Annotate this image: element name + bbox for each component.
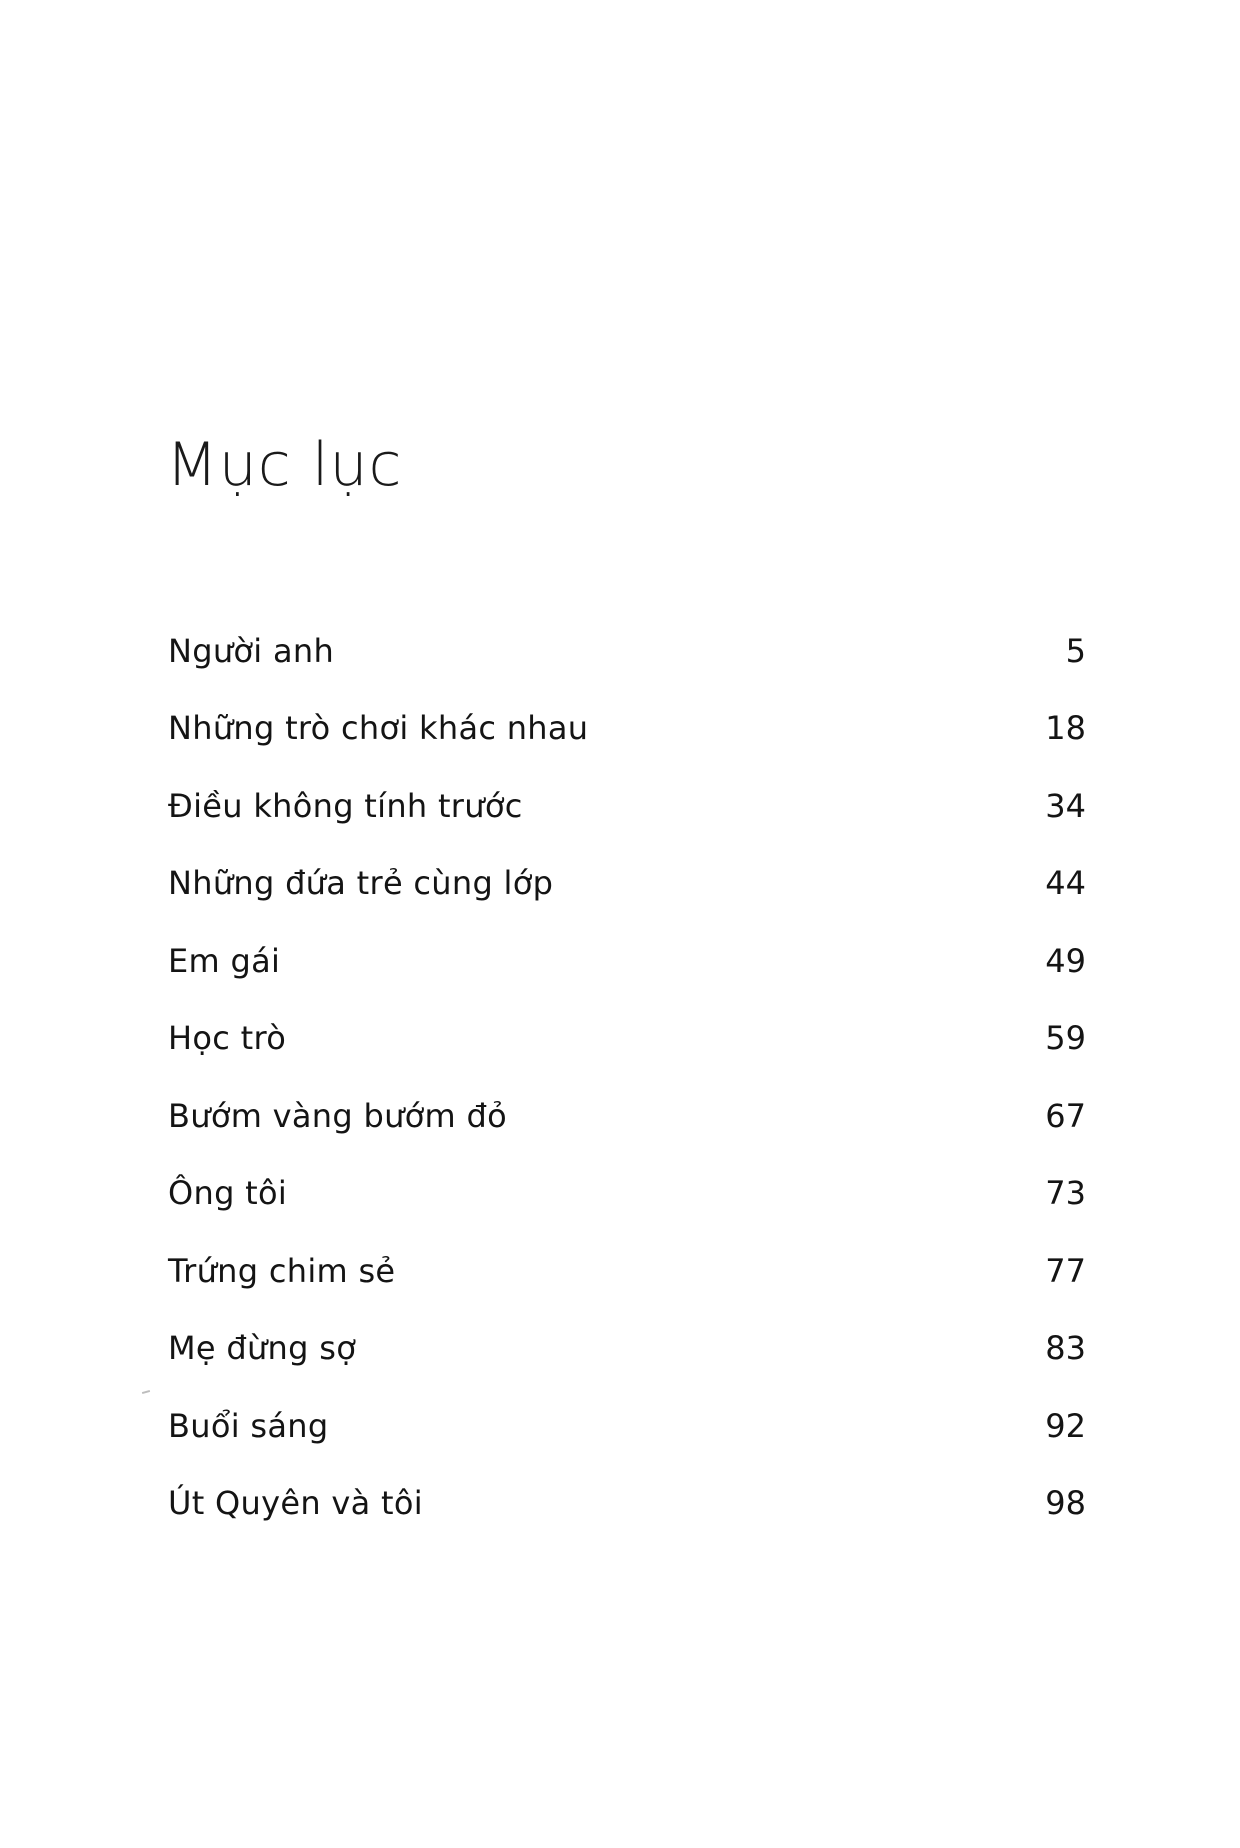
toc-entry-page-number: 92: [1045, 1406, 1086, 1445]
toc-entry-title: Những đứa trẻ cùng lớp: [168, 864, 554, 903]
toc-entry[interactable]: [168, 1387, 1086, 1465]
toc-entry-page-number: 18: [1045, 709, 1086, 748]
toc-entry-title: Ông tôi: [168, 1174, 288, 1213]
toc-entry-title: Mẹ đừng sợ: [168, 1329, 357, 1368]
toc-entry-page-number: 67: [1045, 1096, 1086, 1135]
toc-entry-page-number: 77: [1045, 1251, 1086, 1290]
toc-entry[interactable]: [168, 922, 1086, 1000]
toc-entry-page-number: 73: [1045, 1174, 1086, 1213]
toc-entry-title: Người anh: [168, 631, 335, 670]
toc-entry[interactable]: [168, 612, 1086, 690]
toc-heading: Mục lục: [166, 430, 403, 500]
toc-entry-title: Bướm vàng bướm đỏ: [168, 1096, 507, 1135]
toc-entry[interactable]: [168, 690, 1086, 768]
toc-entry-title: Những trò chơi khác nhau: [168, 709, 589, 748]
toc-entry-title: Trứng chim sẻ: [168, 1251, 396, 1290]
toc-entry-title: Học trò: [168, 1019, 287, 1058]
toc-entry-title: Em gái: [168, 941, 281, 980]
toc-list: [168, 612, 1086, 1542]
toc-entry[interactable]: [168, 1310, 1086, 1388]
toc-entry-title: Út Quyên và tôi: [168, 1484, 423, 1523]
toc-entry-title: Buổi sáng: [168, 1406, 329, 1445]
toc-entry-title: Điều không tính trước: [168, 786, 523, 825]
toc-entry[interactable]: [168, 767, 1086, 845]
toc-entry-page-number: 5: [1065, 631, 1086, 670]
toc-entry[interactable]: [168, 1000, 1086, 1078]
toc-entry-page-number: 49: [1045, 941, 1086, 980]
toc-entry-page-number: 34: [1045, 786, 1086, 825]
toc-entry-page-number: 83: [1045, 1329, 1086, 1368]
toc-entry-page-number: 44: [1045, 864, 1086, 903]
toc-entry[interactable]: [168, 845, 1086, 923]
toc-entry[interactable]: [168, 1232, 1086, 1310]
scan-speck: [142, 1390, 150, 1394]
toc-entry[interactable]: [168, 1465, 1086, 1543]
toc-entry-page-number: 59: [1045, 1019, 1086, 1058]
toc-entry[interactable]: [168, 1155, 1086, 1233]
toc-entry-page-number: 98: [1045, 1484, 1086, 1523]
toc-entry[interactable]: [168, 1077, 1086, 1155]
